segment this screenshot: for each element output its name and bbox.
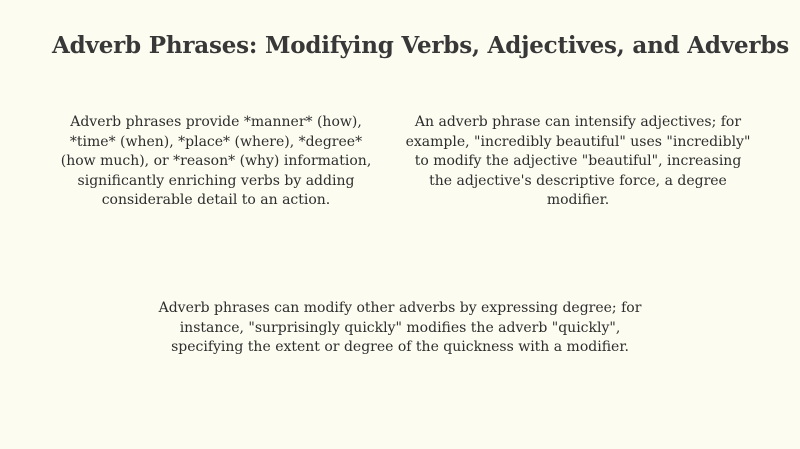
paragraph-adjectives: An adverb phrase can intensify adjectives; for example, "incredibly beautiful" uses "incredibly" to modify the adjective "beautiful", increasing the adjective's descriptive force, a degree modifier. <box>405 114 751 208</box>
paragraph-adverbs: Adverb phrases can modify other adverbs by expressing degree; for instance, "surprisingly quickly" modifies the adverb "quickly", specifying the extent or degree of the quickness with a modifier. <box>158 300 642 355</box>
paragraph-verbs: Adverb phrases provide *manner* (how), *time* (when), *place* (where), *degree* (how much), or *reason* (why) information, significantly enriching verbs by adding considerable detail to an action. <box>60 114 372 208</box>
slide-title: Adverb Phrases: Modifying Verbs, Adjectives, and Adverbs <box>52 32 789 59</box>
